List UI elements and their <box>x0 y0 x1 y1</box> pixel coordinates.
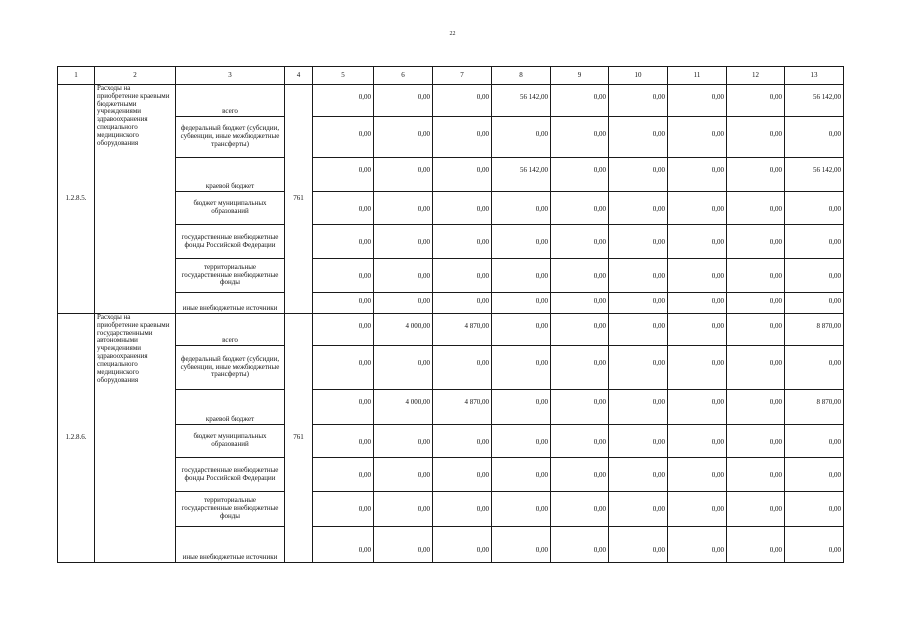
amount-cell: 0,00 <box>727 192 785 225</box>
funding-source: всего <box>176 314 285 346</box>
amount-cell: 0,00 <box>551 85 609 117</box>
amount-cell: 0,00 <box>668 527 727 563</box>
funding-source: бюджет муниципальных образований <box>176 425 285 458</box>
column-header: 7 <box>433 67 492 85</box>
amount-cell: 0,00 <box>551 346 609 390</box>
amount-cell: 0,00 <box>551 293 609 314</box>
funding-source: федеральный бюджет (субсидии, субвенции, иные межбюджетные трансферты) <box>176 117 285 158</box>
table-row <box>58 259 844 293</box>
amount-cell: 4 870,00 <box>433 390 492 425</box>
funding-source: территориальные государственные внебюджетные фонды <box>176 492 285 527</box>
amount-cell: 0,00 <box>492 225 551 259</box>
amount-cell: 0,00 <box>668 458 727 492</box>
amount-cell: 0,00 <box>551 259 609 293</box>
amount-cell: 0,00 <box>551 225 609 259</box>
budget-table <box>57 66 844 563</box>
amount-cell: 0,00 <box>313 346 374 390</box>
amount-cell: 0,00 <box>785 192 844 225</box>
amount-cell: 0,00 <box>313 117 374 158</box>
amount-cell: 0,00 <box>313 527 374 563</box>
amount-cell: 0,00 <box>727 293 785 314</box>
amount-cell: 0,00 <box>551 425 609 458</box>
amount-cell: 0,00 <box>433 527 492 563</box>
amount-cell: 0,00 <box>313 314 374 346</box>
amount-cell: 8 870,00 <box>785 390 844 425</box>
column-header: 9 <box>551 67 609 85</box>
amount-cell: 0,00 <box>785 225 844 259</box>
amount-cell: 0,00 <box>727 492 785 527</box>
amount-cell: 0,00 <box>785 492 844 527</box>
amount-cell: 0,00 <box>727 259 785 293</box>
amount-cell: 0,00 <box>551 158 609 192</box>
amount-cell: 0,00 <box>609 492 668 527</box>
amount-cell: 0,00 <box>433 425 492 458</box>
amount-cell: 0,00 <box>374 158 433 192</box>
amount-cell: 0,00 <box>727 314 785 346</box>
amount-cell: 0,00 <box>313 492 374 527</box>
amount-cell: 0,00 <box>433 492 492 527</box>
measure-code: 1.2.8.5. <box>58 85 95 314</box>
amount-cell: 0,00 <box>609 458 668 492</box>
amount-cell: 0,00 <box>609 192 668 225</box>
amount-cell: 0,00 <box>492 293 551 314</box>
amount-cell: 0,00 <box>727 390 785 425</box>
column-header: 10 <box>609 67 668 85</box>
amount-cell: 0,00 <box>785 346 844 390</box>
amount-cell: 0,00 <box>727 85 785 117</box>
amount-cell: 0,00 <box>492 527 551 563</box>
amount-cell: 0,00 <box>668 117 727 158</box>
amount-cell: 0,00 <box>609 293 668 314</box>
amount-cell: 0,00 <box>374 346 433 390</box>
amount-cell: 0,00 <box>433 117 492 158</box>
amount-cell: 0,00 <box>374 425 433 458</box>
amount-cell: 56 142,00 <box>492 158 551 192</box>
amount-cell: 0,00 <box>609 346 668 390</box>
amount-cell: 0,00 <box>492 259 551 293</box>
amount-cell: 0,00 <box>374 192 433 225</box>
amount-cell: 0,00 <box>727 425 785 458</box>
amount-cell: 0,00 <box>668 314 727 346</box>
funding-source: иные внебюджетные источники <box>176 527 285 563</box>
amount-cell: 0,00 <box>492 346 551 390</box>
amount-cell: 0,00 <box>551 192 609 225</box>
amount-cell: 56 142,00 <box>492 85 551 117</box>
amount-cell: 0,00 <box>492 425 551 458</box>
table-row <box>58 527 844 563</box>
measure-code: 1.2.8.6. <box>58 314 95 563</box>
amount-cell: 0,00 <box>785 425 844 458</box>
amount-cell: 0,00 <box>727 458 785 492</box>
amount-cell: 0,00 <box>374 458 433 492</box>
amount-cell: 0,00 <box>374 85 433 117</box>
column-header: 1 <box>58 67 95 85</box>
funding-source: иные внебюджетные источники <box>176 293 285 314</box>
table-row <box>58 492 844 527</box>
amount-cell: 0,00 <box>433 192 492 225</box>
amount-cell: 0,00 <box>374 293 433 314</box>
amount-cell: 0,00 <box>727 346 785 390</box>
amount-cell: 0,00 <box>668 293 727 314</box>
amount-cell: 0,00 <box>492 314 551 346</box>
amount-cell: 0,00 <box>668 158 727 192</box>
amount-cell: 0,00 <box>609 425 668 458</box>
funding-source: территориальные государственные внебюджетные фонды <box>176 259 285 293</box>
amount-cell: 0,00 <box>433 158 492 192</box>
amount-cell: 0,00 <box>668 492 727 527</box>
column-header: 6 <box>374 67 433 85</box>
funding-source: государственные внебюджетные фонды Российской Федерации <box>176 458 285 492</box>
column-header: 8 <box>492 67 551 85</box>
amount-cell: 0,00 <box>492 492 551 527</box>
amount-cell: 0,00 <box>433 259 492 293</box>
amount-cell: 0,00 <box>374 259 433 293</box>
amount-cell: 0,00 <box>313 425 374 458</box>
amount-cell: 0,00 <box>551 527 609 563</box>
amount-cell: 0,00 <box>433 293 492 314</box>
table-row <box>58 117 844 158</box>
amount-cell: 0,00 <box>668 259 727 293</box>
amount-cell: 0,00 <box>313 458 374 492</box>
amount-cell: 0,00 <box>609 527 668 563</box>
amount-cell: 0,00 <box>492 192 551 225</box>
amount-cell: 0,00 <box>668 85 727 117</box>
amount-cell: 0,00 <box>727 158 785 192</box>
amount-cell: 0,00 <box>313 158 374 192</box>
amount-cell: 0,00 <box>727 527 785 563</box>
amount-cell: 0,00 <box>727 117 785 158</box>
table-row <box>58 158 844 192</box>
table-row <box>58 192 844 225</box>
amount-cell: 4 000,00 <box>374 390 433 425</box>
amount-cell: 0,00 <box>313 85 374 117</box>
amount-cell: 0,00 <box>609 117 668 158</box>
column-header: 4 <box>285 67 313 85</box>
amount-cell: 0,00 <box>374 117 433 158</box>
amount-cell: 0,00 <box>668 192 727 225</box>
page-number: 22 <box>449 31 456 37</box>
amount-cell: 0,00 <box>785 458 844 492</box>
amount-cell: 0,00 <box>433 458 492 492</box>
column-header: 11 <box>668 67 727 85</box>
table-row <box>58 293 844 314</box>
table-row <box>58 225 844 259</box>
amount-cell: 0,00 <box>551 492 609 527</box>
amount-cell: 8 870,00 <box>785 314 844 346</box>
amount-cell: 4 870,00 <box>433 314 492 346</box>
funding-source: государственные внебюджетные фонды Российской Федерации <box>176 225 285 259</box>
amount-cell: 0,00 <box>785 527 844 563</box>
column-header: 13 <box>785 67 844 85</box>
amount-cell: 0,00 <box>313 293 374 314</box>
amount-cell: 0,00 <box>551 458 609 492</box>
amount-cell: 0,00 <box>433 225 492 259</box>
amount-cell: 0,00 <box>785 293 844 314</box>
funding-source: федеральный бюджет (субсидии, субвенции, иные межбюджетные трансферты) <box>176 346 285 390</box>
amount-cell: 0,00 <box>609 314 668 346</box>
amount-cell: 0,00 <box>492 390 551 425</box>
amount-cell: 0,00 <box>374 527 433 563</box>
amount-cell: 0,00 <box>668 425 727 458</box>
table-row <box>58 458 844 492</box>
amount-cell: 0,00 <box>668 346 727 390</box>
measure-name: Расходы на приобретение краевыми бюджетными учреждениями здравоохранения специального медицинского оборудования <box>95 85 176 314</box>
amount-cell: 0,00 <box>785 259 844 293</box>
column-header: 12 <box>727 67 785 85</box>
amount-cell: 0,00 <box>785 117 844 158</box>
amount-cell: 0,00 <box>313 192 374 225</box>
amount-cell: 0,00 <box>374 492 433 527</box>
amount-cell: 0,00 <box>668 390 727 425</box>
administrator-code: 761 <box>285 314 313 563</box>
amount-cell: 0,00 <box>492 458 551 492</box>
amount-cell: 0,00 <box>433 346 492 390</box>
amount-cell: 0,00 <box>551 117 609 158</box>
table-row <box>58 85 844 117</box>
amount-cell: 0,00 <box>551 390 609 425</box>
amount-cell: 56 142,00 <box>785 158 844 192</box>
funding-source: бюджет муниципальных образований <box>176 192 285 225</box>
amount-cell: 0,00 <box>609 259 668 293</box>
column-number-row <box>58 67 844 85</box>
funding-source: всего <box>176 85 285 117</box>
amount-cell: 0,00 <box>433 85 492 117</box>
amount-cell: 0,00 <box>313 225 374 259</box>
funding-source: краевой бюджет <box>176 390 285 425</box>
column-header: 2 <box>95 67 176 85</box>
amount-cell: 0,00 <box>313 259 374 293</box>
table-row <box>58 425 844 458</box>
amount-cell: 0,00 <box>609 225 668 259</box>
amount-cell: 0,00 <box>551 314 609 346</box>
amount-cell: 0,00 <box>609 158 668 192</box>
measure-name: Расходы на приобретение краевыми государственными автономными учреждениями здравоохранения специального медицинского оборудования <box>95 314 176 563</box>
table-row <box>58 346 844 390</box>
administrator-code: 761 <box>285 85 313 314</box>
amount-cell: 0,00 <box>492 117 551 158</box>
amount-cell: 0,00 <box>313 390 374 425</box>
amount-cell: 4 000,00 <box>374 314 433 346</box>
table-row <box>58 314 844 346</box>
amount-cell: 0,00 <box>609 390 668 425</box>
column-header: 5 <box>313 67 374 85</box>
amount-cell: 0,00 <box>668 225 727 259</box>
table-row <box>58 390 844 425</box>
column-header: 3 <box>176 67 285 85</box>
amount-cell: 0,00 <box>727 225 785 259</box>
amount-cell: 56 142,00 <box>785 85 844 117</box>
amount-cell: 0,00 <box>609 85 668 117</box>
funding-source: краевой бюджет <box>176 158 285 192</box>
amount-cell: 0,00 <box>374 225 433 259</box>
